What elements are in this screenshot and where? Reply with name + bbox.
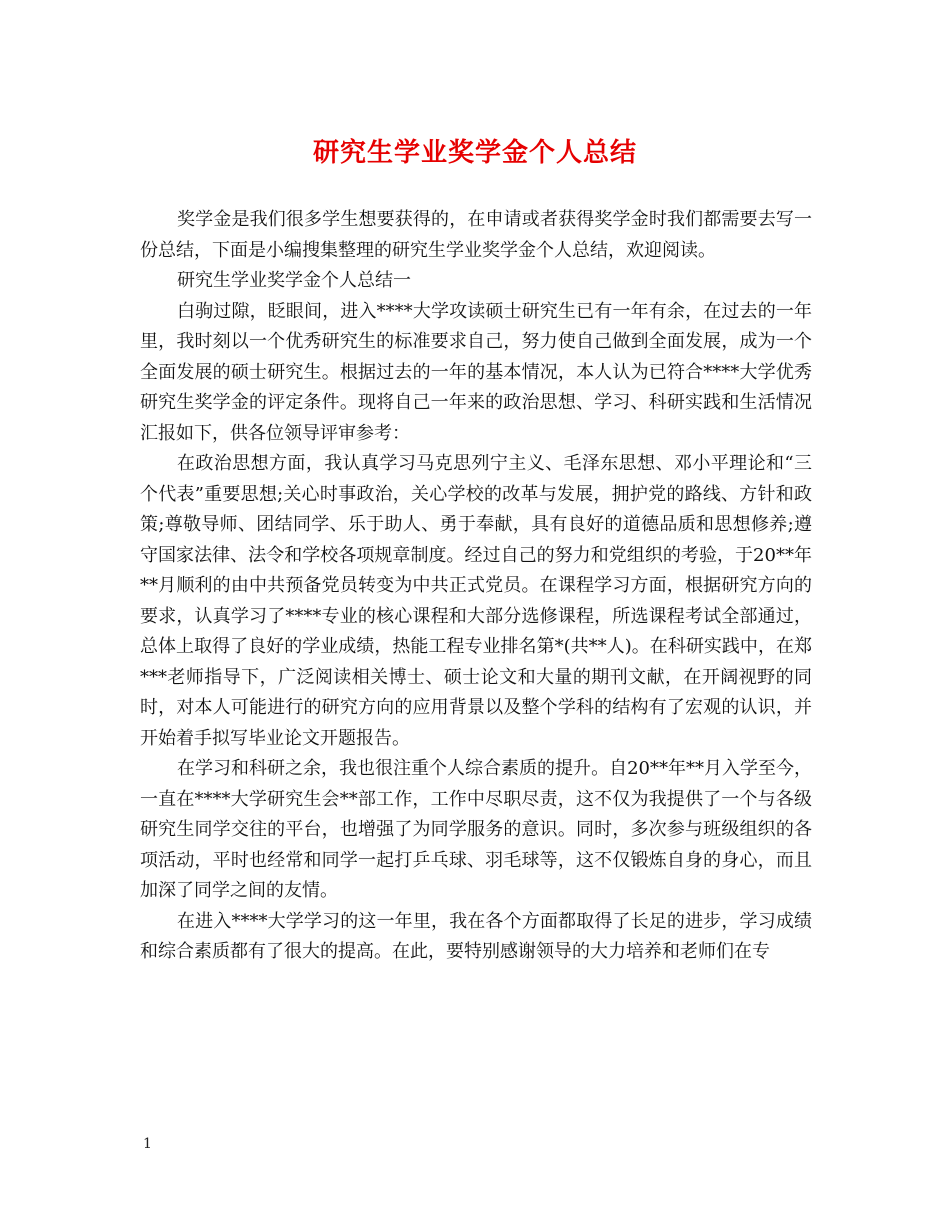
paragraph-personal-quality: 在学习和科研之余，我也很注重个人综合素质的提升。自20**年**月入学至今，一直在****大学研究生会**部工作，工作中尽职尽责，这不仅为我提供了一个与各级研究生同学交往的平台，也增强了为同学服务的意识。同时，多次参与班级组织的各项活动，平时也经常和同学一起打乒乓球、羽毛球等，这不仅锻炼自身的身心，而且加深了同学之间的友情。 — [140, 758, 812, 901]
paragraph-intro: 奖学金是我们很多学生想要获得的，在申请或者获得奖学金时我们都需要去写一份总结，下面是小编搜集整理的研究生学业奖学金个人总结，欢迎阅读。 — [140, 209, 812, 261]
page-number: 1 — [143, 1136, 152, 1152]
document-body — [140, 205, 812, 968]
paragraph-politics-study: 在政治思想方面，我认真学习马克思列宁主义、毛泽东思想、邓小平理论和“三个代表”重要思想;关心时事政治，关心学校的改革与发展，拥护党的路线、方针和政策;尊敬导师、团结同学、乐于助人、勇于奉献，具有良好的道德品质和思想修养;遵守国家法律、法令和学校各项规章制度。经过自己的努力和党组织的考验，于20**年**月顺利的由中共预备党员转变为中共正式党员。在课程学习方面，根据研究方向的要求，认真学习了****专业的核心课程和大部分选修课程，所选课程考试全部通过，总体上取得了良好的学业成绩，热能工程专业排名第*(共**人)。在科研实践中，在郑***老师指导下，广泛阅读相关博士、硕士论文和大量的期刊文献，在开阔视野的同时，对本人可能进行的研究方向的应用背景以及整个学科的结构有了宏观的认识，并开始着手拟写毕业论文开题报告。 — [140, 453, 813, 749]
paragraph-overview: 白驹过隙，眨眼间，进入****大学攻读硕士研究生已有一年有余，在过去的一年里，我时刻以一个优秀研究生的标准要求自己，努力使自己做到全面发展，成为一个全面发展的硕士研究生。根据过去的一年的基本情况，本人认为已符合****大学优秀研究生奖学金的评定条件。现将自己一年来的政治思想、学习、科研实践和生活情况汇报如下，供各位领导评审参考： — [140, 300, 812, 444]
section-heading: 研究生学业奖学金个人总结一 — [177, 270, 411, 291]
page-title: 研究生学业奖学金个人总结 — [312, 138, 637, 168]
paragraph-progress: 在进入****大学学习的这一年里，我在各个方面都取得了长足的进步，学习成绩和综合素质都有了很大的提高。在此，要特别感谢领导的大力培养和老师们在专 — [140, 910, 812, 962]
